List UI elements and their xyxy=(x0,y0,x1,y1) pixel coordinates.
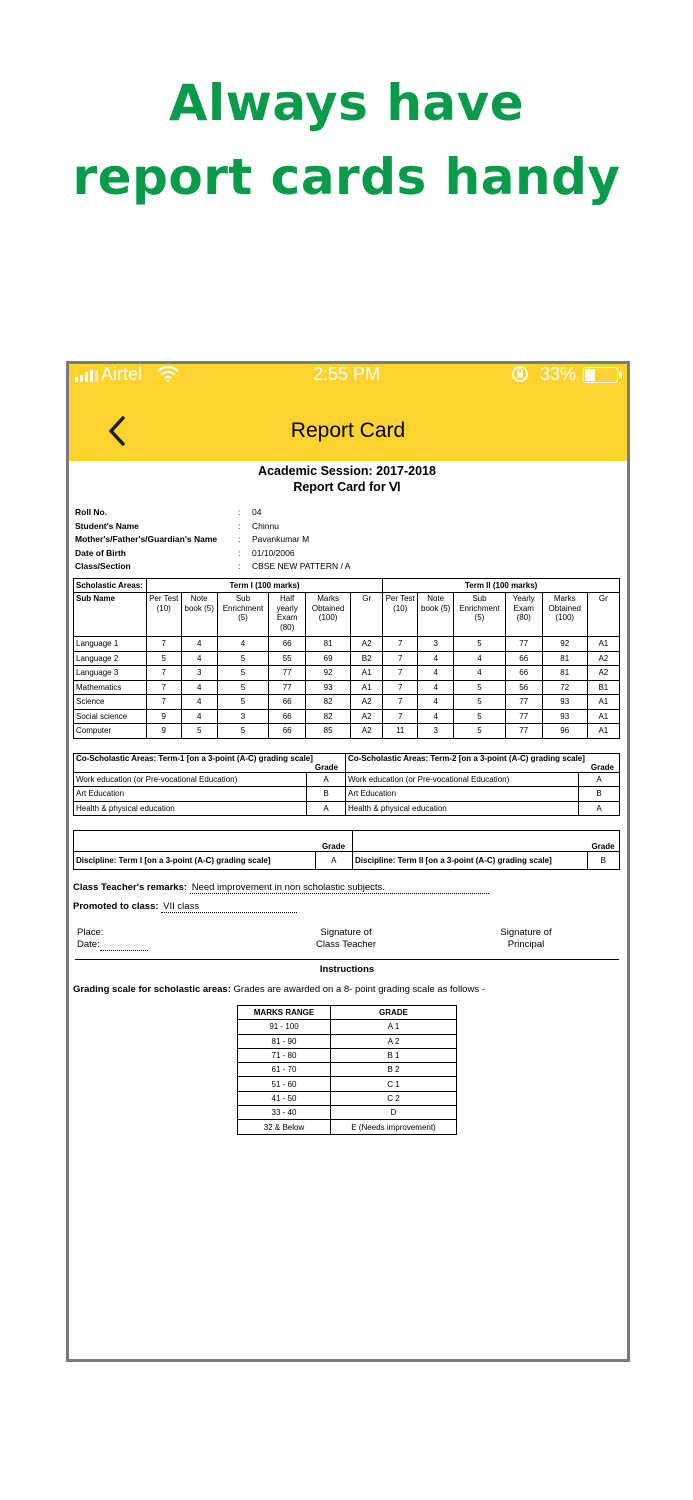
score-cell: A1 xyxy=(587,637,619,652)
grade-cell: A 1 xyxy=(331,1020,457,1034)
student-info-label: Student's Name xyxy=(75,520,139,531)
marks-range-cell: 33 - 40 xyxy=(238,1106,331,1120)
score-cell: 66 xyxy=(505,651,542,666)
score-cell: 9 xyxy=(146,709,181,724)
subject-name: Computer xyxy=(74,724,147,739)
promoted-label: Promoted to class: xyxy=(73,901,159,912)
grade-cell: E (Needs improvement) xyxy=(331,1120,457,1134)
score-cell: 7 xyxy=(146,666,181,681)
app-header xyxy=(69,364,627,461)
score-cell: 81 xyxy=(306,637,351,652)
score-cell: 92 xyxy=(542,637,587,652)
grading-label: Grading scale for scholastic areas: xyxy=(73,984,231,995)
score-cell: A1 xyxy=(587,709,619,724)
carrier-name: Airtel xyxy=(101,364,143,384)
score-cell: 77 xyxy=(505,724,542,739)
score-cell: 82 xyxy=(306,709,351,724)
scholastic-column-header: Half yearly Exam (80) xyxy=(269,593,306,637)
headline-line-2: report cards handy xyxy=(72,148,621,206)
score-cell: A2 xyxy=(351,637,383,652)
student-info-colon: : xyxy=(238,547,241,558)
score-cell: 69 xyxy=(306,651,351,666)
table-row xyxy=(238,1048,457,1062)
coscholastic-area-term1: Art Education xyxy=(74,787,307,802)
student-info-value: Chinnu xyxy=(252,520,279,531)
score-cell: 4 xyxy=(181,651,217,666)
subject-name: Mathematics xyxy=(74,680,147,695)
score-cell: 3 xyxy=(418,637,454,652)
headline xyxy=(0,66,693,214)
score-cell: 3 xyxy=(418,724,454,739)
principal-sig-line2: Principal xyxy=(507,939,545,950)
score-cell: 4 xyxy=(181,695,217,710)
student-info-colon: : xyxy=(238,534,241,544)
coscholastic-area-term2: Health & physical education xyxy=(346,801,579,816)
subject-name: Science xyxy=(74,695,147,710)
table-row xyxy=(74,709,620,724)
marks-range-cell: 81 - 90 xyxy=(238,1034,331,1048)
grade-cell: C 2 xyxy=(331,1091,457,1105)
class-teacher-sig-line1: Signature of xyxy=(320,927,372,938)
discipline-table xyxy=(73,830,620,870)
score-cell: 4 xyxy=(181,637,217,652)
table-row xyxy=(74,680,620,695)
score-cell: 81 xyxy=(542,651,587,666)
score-cell: 7 xyxy=(146,637,181,652)
score-cell: 3 xyxy=(181,666,217,681)
student-info-value: Pavankumar M xyxy=(252,534,310,544)
headline-line-1: Always have xyxy=(168,74,525,132)
score-cell: 4 xyxy=(418,651,454,666)
student-info-label: Roll No. xyxy=(75,507,108,517)
marks-range-cell: 91 - 100 xyxy=(238,1020,331,1034)
remarks-label: Class Teacher's remarks: xyxy=(73,882,188,893)
score-cell: 5 xyxy=(217,680,268,695)
coscholastic-area-term2: Art Education xyxy=(346,787,579,802)
score-cell: 5 xyxy=(217,724,268,739)
score-cell: A1 xyxy=(351,680,383,695)
coscholastic-table xyxy=(73,753,620,817)
report-card-document xyxy=(71,461,623,1135)
score-cell: 77 xyxy=(505,637,542,652)
discipline-term2-label: Discipline: Term II [on a 3-point (A-C) grading scale] xyxy=(353,852,588,870)
discipline-term2-grade: B xyxy=(587,852,620,870)
score-cell: 4 xyxy=(181,680,217,695)
coscholastic-term1-title-text: Co-Scholastic Areas: Term-1 [on a 3-point (A-C) grading scale] xyxy=(76,753,313,763)
coscholastic-grade-term1: A xyxy=(307,772,346,787)
score-cell: 93 xyxy=(542,695,587,710)
table-row xyxy=(74,637,620,652)
student-info-value: 04 xyxy=(252,507,262,517)
discipline-term1-label: Discipline: Term I [on a 3-point (A-C) grading scale] xyxy=(74,852,316,870)
scholastic-table xyxy=(73,578,620,739)
student-info-value: 01/10/2006 xyxy=(252,547,295,558)
table-row xyxy=(238,1020,457,1034)
table-row xyxy=(74,651,620,666)
score-cell: 7 xyxy=(383,651,418,666)
grade-cell: A 2 xyxy=(331,1034,457,1048)
scholastic-column-header: Yearly Exam (80) xyxy=(505,593,542,637)
score-cell: 5 xyxy=(454,695,505,710)
score-cell: 7 xyxy=(383,680,418,695)
score-cell: 72 xyxy=(542,680,587,695)
score-cell: 77 xyxy=(505,709,542,724)
score-cell: 96 xyxy=(542,724,587,739)
grading-scale-text xyxy=(73,984,623,995)
table-row xyxy=(238,1063,457,1077)
battery-icon xyxy=(583,367,618,383)
score-cell: A1 xyxy=(587,724,619,739)
subject-name: Language 3 xyxy=(74,666,147,681)
grade-cell: B 2 xyxy=(331,1063,457,1077)
score-cell: 4 xyxy=(181,709,217,724)
score-cell: 4 xyxy=(454,666,505,681)
score-cell: 85 xyxy=(306,724,351,739)
coscholastic-term2-title-text: Co-Scholastic Areas: Term-2 [on a 3-point (A-C) grading scale] xyxy=(348,753,585,763)
scholastic-column-header: Sub Enrichment (5) xyxy=(217,593,268,637)
score-cell: B1 xyxy=(587,680,619,695)
sub-name-header: Sub Name xyxy=(74,593,147,637)
marks-range-cell: 61 - 70 xyxy=(238,1063,331,1077)
discipline-term1-grade: A xyxy=(315,852,353,870)
promoted-value: VII class xyxy=(161,901,297,913)
score-cell: 5 xyxy=(454,724,505,739)
place-date xyxy=(77,927,148,951)
coscholastic-grade-term2: A xyxy=(579,801,620,816)
signatures xyxy=(71,927,623,959)
place-label: Place: xyxy=(77,927,104,938)
scholastic-areas-label: Scholastic Areas: xyxy=(74,578,147,593)
academic-session: Academic Session: 2017-2018 xyxy=(258,464,436,478)
coscholastic-term1-grade-header: Grade xyxy=(314,762,338,772)
score-cell: 5 xyxy=(217,651,268,666)
marks-range-cell: 51 - 60 xyxy=(238,1077,331,1091)
table-row xyxy=(238,1077,457,1091)
score-cell: 5 xyxy=(146,651,181,666)
date-label: Date: xyxy=(77,939,100,950)
class-teacher-signature xyxy=(301,927,391,951)
score-cell: 77 xyxy=(269,666,306,681)
discipline-grade-header-2: Grade xyxy=(587,831,620,852)
score-cell: A2 xyxy=(351,695,383,710)
instructions-title: Instructions xyxy=(75,959,619,975)
status-time: 2:55 PM xyxy=(313,364,381,384)
student-info-label: Date of Birth xyxy=(75,547,126,558)
score-cell: 66 xyxy=(269,709,306,724)
score-cell: 66 xyxy=(269,724,306,739)
student-info-colon: : xyxy=(238,520,241,531)
scholastic-column-header: Marks Obtained (100) xyxy=(542,593,587,637)
table-row xyxy=(238,1120,457,1134)
score-cell: 93 xyxy=(306,680,351,695)
student-info-row xyxy=(75,534,623,548)
coscholastic-grade-term1: A xyxy=(307,801,346,816)
grade-cell: B 1 xyxy=(331,1048,457,1062)
grade-cell: D xyxy=(331,1106,457,1120)
table-row xyxy=(74,695,620,710)
score-cell: 77 xyxy=(505,695,542,710)
score-cell: 5 xyxy=(454,637,505,652)
score-cell: 66 xyxy=(269,637,306,652)
marks-range-header: MARKS RANGE xyxy=(238,1006,331,1020)
student-info-row xyxy=(75,561,623,575)
table-row xyxy=(238,1106,457,1120)
score-cell: 5 xyxy=(181,724,217,739)
teacher-remarks xyxy=(73,882,623,896)
score-cell: A2 xyxy=(587,666,619,681)
score-cell: 3 xyxy=(217,709,268,724)
student-info-colon: : xyxy=(238,507,241,517)
coscholastic-area-term2: Work education (or Pre-vocational Education) xyxy=(346,772,579,787)
student-info-row xyxy=(75,521,623,535)
scholastic-column-header: Note book (5) xyxy=(418,593,454,637)
score-cell: 5 xyxy=(454,709,505,724)
table-row xyxy=(238,1091,457,1105)
score-cell: 7 xyxy=(146,680,181,695)
coscholastic-area-term1: Work education (or Pre-vocational Education) xyxy=(74,772,307,787)
table-row xyxy=(74,772,620,787)
score-cell: A1 xyxy=(587,695,619,710)
score-cell: 11 xyxy=(383,724,418,739)
subject-name: Language 1 xyxy=(74,637,147,652)
score-cell: 7 xyxy=(383,695,418,710)
report-title: Report Card for Ⅵ xyxy=(293,480,401,494)
marks-range-cell: 32 & Below xyxy=(238,1120,331,1134)
score-cell: 81 xyxy=(542,666,587,681)
scholastic-column-header: Marks Obtained (100) xyxy=(306,593,351,637)
page-title: Report Card xyxy=(290,419,406,442)
coscholastic-area-term1: Health & physical education xyxy=(74,801,307,816)
orientation-lock-icon xyxy=(510,365,530,383)
marks-range-cell: 41 - 50 xyxy=(238,1091,331,1105)
student-info-label: Mother's/Father's/Guardian's Name xyxy=(75,534,218,544)
score-cell: 7 xyxy=(383,666,418,681)
score-cell: 66 xyxy=(269,695,306,710)
score-cell: A2 xyxy=(351,709,383,724)
principal-signature xyxy=(481,927,571,951)
class-teacher-sig-line2: Class Teacher xyxy=(315,939,377,950)
student-info-label: Class/Section xyxy=(75,561,131,571)
score-cell: A2 xyxy=(587,651,619,666)
score-cell: 56 xyxy=(505,680,542,695)
scholastic-column-header: Note book (5) xyxy=(181,593,217,637)
table-row xyxy=(74,801,620,816)
score-cell: 55 xyxy=(269,651,306,666)
student-info-row xyxy=(75,507,623,521)
remarks-value: Need improvement in non scholastic subjects. xyxy=(190,882,489,894)
coscholastic-term1-title xyxy=(74,753,346,772)
score-cell: A2 xyxy=(351,724,383,739)
score-cell: A1 xyxy=(351,666,383,681)
score-cell: 5 xyxy=(454,680,505,695)
marks-range-cell: 71 - 80 xyxy=(238,1048,331,1062)
score-cell: 7 xyxy=(146,695,181,710)
score-cell: 4 xyxy=(418,709,454,724)
wifi-icon xyxy=(157,366,179,382)
coscholastic-grade-term2: B xyxy=(579,787,620,802)
grade-header: GRADE xyxy=(331,1006,457,1020)
student-info xyxy=(75,507,623,575)
score-cell: 5 xyxy=(217,666,268,681)
grade-cell: C 1 xyxy=(331,1077,457,1091)
scholastic-column-header: Per Test (10) xyxy=(383,593,418,637)
score-cell: 9 xyxy=(146,724,181,739)
grading-description: Grades are awarded on a 8- point grading scale as follows - xyxy=(233,984,485,995)
phone-screen xyxy=(66,361,630,1362)
coscholastic-grade-term1: B xyxy=(307,787,346,802)
table-row xyxy=(74,787,620,802)
score-cell: 4 xyxy=(418,666,454,681)
table-row xyxy=(238,1034,457,1048)
term1-label: Term I (100 marks) xyxy=(146,578,382,593)
grading-scale-table xyxy=(237,1005,457,1135)
battery-percent: 33% xyxy=(540,364,577,384)
score-cell: B2 xyxy=(351,651,383,666)
status-bar xyxy=(69,364,627,386)
score-cell: 4 xyxy=(418,680,454,695)
score-cell: 7 xyxy=(383,637,418,652)
score-cell: 7 xyxy=(383,709,418,724)
discipline-grade-header-1: Grade xyxy=(315,831,353,852)
score-cell: 77 xyxy=(269,680,306,695)
student-info-row xyxy=(75,548,623,562)
score-cell: 4 xyxy=(454,651,505,666)
score-cell: 4 xyxy=(418,695,454,710)
scholastic-column-header: Gr xyxy=(351,593,383,637)
promoted-to-class xyxy=(73,901,623,915)
scholastic-column-header: Sub Enrichment (5) xyxy=(454,593,505,637)
score-cell: 66 xyxy=(505,666,542,681)
coscholastic-grade-term2: A xyxy=(579,772,620,787)
table-row xyxy=(74,666,620,681)
coscholastic-term2-title xyxy=(346,753,620,772)
scholastic-column-header: Per Test (10) xyxy=(146,593,181,637)
score-cell: 93 xyxy=(542,709,587,724)
subject-name: Social science xyxy=(74,709,147,724)
student-info-colon: : xyxy=(238,561,241,571)
student-info-value: CBSE NEW PATTERN / A xyxy=(252,561,351,571)
term2-label: Term II (100 marks) xyxy=(383,578,620,593)
subject-name: Language 2 xyxy=(74,651,147,666)
scholastic-column-header: Gr xyxy=(587,593,619,637)
score-cell: 92 xyxy=(306,666,351,681)
coscholastic-term2-grade-header: Grade xyxy=(590,762,614,772)
table-row xyxy=(74,724,620,739)
score-cell: 4 xyxy=(217,637,268,652)
score-cell: 82 xyxy=(306,695,351,710)
score-cell: 5 xyxy=(217,695,268,710)
principal-sig-line1: Signature of xyxy=(500,927,552,938)
